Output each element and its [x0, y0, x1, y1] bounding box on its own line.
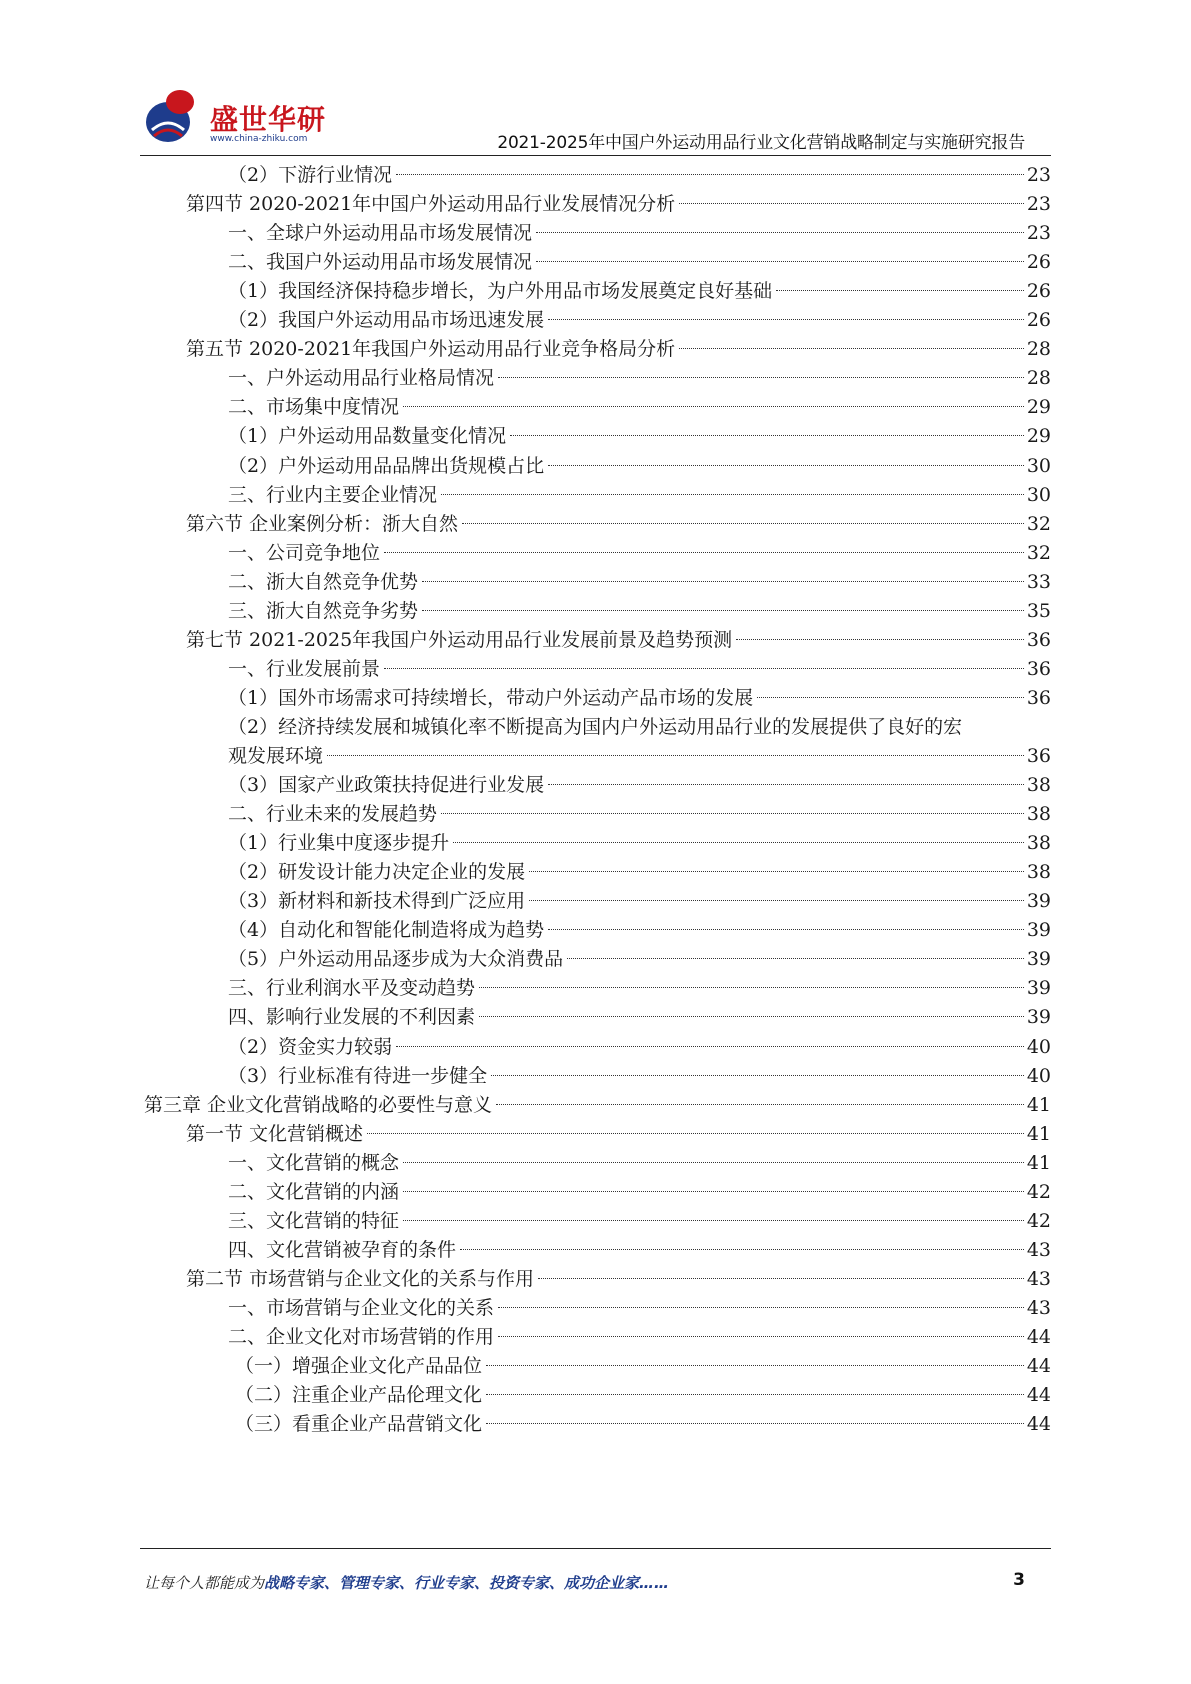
- toc-dot-leader: [498, 1335, 1024, 1337]
- toc-row[interactable]: [0, 712, 1191, 743]
- toc-dot-leader: [529, 899, 1024, 901]
- toc-entry-page: 41: [1026, 1093, 1051, 1116]
- toc-entry-title: （一）增强企业文化产品品位: [235, 1355, 483, 1378]
- toc-entry-title: 一、市场营销与企业文化的关系: [228, 1296, 495, 1319]
- toc-entry-page: 36: [1026, 657, 1051, 680]
- toc-dot-leader: [538, 1277, 1024, 1279]
- toc-entry-title: 四、文化营销被孕育的条件: [228, 1238, 457, 1261]
- toc-entry-title: 第七节 2021-2025年我国户外运动用品行业发展前景及趋势预测: [186, 628, 733, 651]
- toc-entry-title: 三、浙大自然竞争劣势: [228, 599, 419, 622]
- toc-entry-page: 33: [1026, 570, 1051, 593]
- toc-entry-page: 30: [1026, 483, 1051, 506]
- toc-dot-leader: [460, 1248, 1024, 1250]
- toc-entry-page: 43: [1026, 1267, 1051, 1290]
- toc-row[interactable]: [0, 915, 1191, 946]
- toc-row[interactable]: [0, 683, 1191, 714]
- toc-entry-page: 29: [1026, 396, 1051, 419]
- toc-row[interactable]: [0, 1409, 1191, 1440]
- toc-row[interactable]: [0, 654, 1191, 685]
- toc-dot-leader: [679, 347, 1024, 349]
- toc-entry-title: （1）行业集中度逐步提升: [228, 832, 450, 855]
- toc-entry-page: 44: [1026, 1326, 1051, 1348]
- toc-entry-title: 一、行业发展前景: [228, 657, 381, 680]
- toc-dot-leader: [548, 783, 1024, 785]
- toc-entry-title: 三、文化营销的特征: [228, 1209, 400, 1232]
- toc-row[interactable]: [0, 1061, 1191, 1092]
- toc-dot-leader: [367, 1132, 1024, 1134]
- toc-entry-page: 38: [1026, 774, 1051, 797]
- toc-entry-title: 二、我国户外运动用品市场发展情况: [228, 251, 533, 274]
- toc-dot-leader: [529, 870, 1024, 872]
- toc-entry-title: （2）下游行业情况: [228, 164, 393, 186]
- toc-dot-leader: [496, 1103, 1024, 1105]
- toc-dot-leader: [403, 1219, 1024, 1221]
- toc-entry-title: （2）经济持续发展和城镇化率不断提高为国内户外运动用品行业的发展提供了良好的宏: [228, 715, 963, 738]
- toc-dot-leader: [396, 1045, 1024, 1047]
- toc-entry-page: 26: [1026, 309, 1051, 332]
- toc-entry-page: 28: [1026, 338, 1051, 361]
- toc-dot-leader: [486, 1364, 1024, 1366]
- toc-dot-leader: [498, 376, 1024, 378]
- toc-entry-title: （二）注重企业产品伦理文化: [235, 1384, 483, 1407]
- toc-entry-page: 42: [1026, 1209, 1051, 1232]
- toc-row[interactable]: [0, 509, 1191, 540]
- toc-row[interactable]: [0, 1032, 1191, 1063]
- footer-slogan-prefix: 让每个人都能成为: [144, 1574, 265, 1592]
- toc-entry-page: 42: [1026, 1180, 1051, 1203]
- toc-dot-leader: [479, 986, 1024, 988]
- toc-row[interactable]: [0, 1380, 1191, 1411]
- toc-dot-leader: [422, 580, 1024, 582]
- toc-dot-leader: [327, 754, 1024, 756]
- toc-entry-page: 41: [1026, 1122, 1051, 1145]
- toc-row[interactable]: [0, 160, 1191, 191]
- toc-entry-title: 第六节 企业案例分析：浙大自然: [186, 512, 459, 535]
- footer-slogan-highlight: 战略专家、管理专家、行业专家、投资专家、成功企业家……: [264, 1574, 670, 1592]
- toc-row[interactable]: [0, 770, 1191, 801]
- toc-dot-leader: [510, 434, 1024, 436]
- toc-row[interactable]: [0, 480, 1191, 511]
- toc-dot-leader: [441, 493, 1024, 495]
- toc-entry-title: 二、浙大自然竞争优势: [228, 570, 419, 593]
- header-divider: [140, 155, 1051, 156]
- brand-url: www.china-zhiku.com: [210, 134, 308, 144]
- toc-entry-title: 第五节 2020-2021年我国户外运动用品行业竞争格局分析: [186, 338, 676, 361]
- toc-entry-page: 38: [1026, 803, 1051, 826]
- toc-row[interactable]: [0, 567, 1191, 598]
- toc-entry-page: 36: [1026, 628, 1051, 651]
- brand-name: 盛世华研: [210, 103, 327, 136]
- toc-entry-page: 39: [1026, 948, 1051, 971]
- toc-dot-leader: [403, 1161, 1024, 1163]
- toc-entry-page: 40: [1026, 1035, 1051, 1058]
- toc-dot-leader: [491, 1074, 1024, 1076]
- toc-entry-page: 44: [1026, 1355, 1051, 1378]
- toc-entry-title: 第二节 市场营销与企业文化的关系与作用: [186, 1267, 535, 1290]
- toc-row[interactable]: [0, 596, 1191, 627]
- toc-entry-title: （2）我国户外运动用品市场迅速发展: [228, 309, 545, 332]
- toc-entry-title: 二、市场集中度情况: [228, 396, 400, 419]
- toc-entry-page: 38: [1026, 861, 1051, 884]
- toc-dot-leader: [403, 1190, 1024, 1192]
- toc-entry-page: 29: [1026, 425, 1051, 448]
- toc-entry-title: 观发展环境: [228, 745, 324, 767]
- toc-entry-page: 39: [1026, 919, 1051, 942]
- toc-dot-leader: [536, 260, 1024, 262]
- toc-entry-title: （1）户外运动用品数量变化情况: [228, 425, 507, 448]
- page-number: 3: [1013, 1570, 1025, 1590]
- toc-row[interactable]: [0, 973, 1191, 1004]
- toc-row[interactable]: [0, 1206, 1191, 1237]
- toc-row[interactable]: [0, 363, 1191, 394]
- toc-dot-leader: [384, 667, 1024, 669]
- toc-row[interactable]: [0, 247, 1191, 278]
- toc-row[interactable]: [0, 1293, 1191, 1324]
- toc-entry-title: （三）看重企业产品营销文化: [235, 1413, 483, 1436]
- toc-row[interactable]: [0, 538, 1191, 569]
- toc-entry-title: 四、影响行业发展的不利因素: [228, 1006, 476, 1029]
- toc-entry-page: 26: [1026, 280, 1051, 303]
- toc-entry-title: （1）国外市场需求可持续增长，带动户外运动产品市场的发展: [228, 686, 754, 709]
- footer-slogan: [144, 1572, 669, 1593]
- toc-dot-leader: [486, 1393, 1024, 1395]
- toc-dot-leader: [536, 231, 1024, 233]
- toc-entry-title: 三、行业内主要企业情况: [228, 483, 438, 506]
- toc-row[interactable]: [0, 218, 1191, 249]
- toc-entry-page: 30: [1026, 454, 1051, 477]
- toc-row[interactable]: [0, 741, 1191, 772]
- toc-dot-leader: [548, 928, 1024, 930]
- toc-row[interactable]: [0, 1264, 1191, 1295]
- footer-divider: [140, 1548, 1051, 1549]
- toc-entry-title: （1）我国经济保持稳步增长，为户外用品市场发展奠定良好基础: [228, 280, 773, 303]
- toc-row[interactable]: [0, 1148, 1191, 1179]
- toc-entry-page: 32: [1026, 512, 1051, 535]
- toc-dot-leader: [453, 841, 1024, 843]
- toc-dot-leader: [567, 957, 1024, 959]
- toc-entry-title: 二、文化营销的内涵: [228, 1180, 400, 1203]
- toc-entry-title: 第一节 文化营销概述: [186, 1122, 364, 1145]
- toc-dot-leader: [757, 696, 1024, 698]
- toc-entry-page: 26: [1026, 251, 1051, 274]
- toc-row[interactable]: [0, 1002, 1191, 1033]
- toc-entry-title: （5）户外运动用品逐步成为大众消费品: [228, 948, 564, 971]
- toc-entry-title: 三、行业利润水平及变动趋势: [228, 977, 476, 1000]
- toc-entry-title: 一、公司竞争地位: [228, 541, 381, 564]
- toc-entry-title: （4）自动化和智能化制造将成为趋势: [228, 919, 545, 942]
- toc-entry-page: 44: [1026, 1413, 1051, 1436]
- toc-dot-leader: [462, 522, 1024, 524]
- toc-entry-title: （3）国家产业政策扶持促进行业发展: [228, 774, 545, 797]
- toc-dot-leader: [498, 1306, 1024, 1308]
- toc-row[interactable]: [0, 1322, 1191, 1353]
- report-title: 2021-2025年中国户外运动用品行业文化营销战略制定与实施研究报告: [497, 133, 1025, 153]
- toc-entry-title: （2）户外运动用品品牌出货规模占比: [228, 454, 545, 477]
- toc-row[interactable]: [0, 886, 1191, 917]
- toc-entry-page: 43: [1026, 1238, 1051, 1261]
- toc-entry-title: 一、文化营销的概念: [228, 1151, 400, 1174]
- toc-entry-title: 二、行业未来的发展趋势: [228, 803, 438, 826]
- toc-dot-leader: [736, 638, 1024, 640]
- toc-row[interactable]: [0, 1351, 1191, 1382]
- toc-dot-leader: [548, 464, 1024, 466]
- toc-row[interactable]: [0, 1235, 1191, 1266]
- toc-entry-page: 39: [1026, 977, 1051, 1000]
- toc-entry-title: 第三章 企业文化营销战略的必要性与意义: [144, 1093, 493, 1116]
- toc-row[interactable]: [0, 828, 1191, 859]
- toc-entry-page: 41: [1026, 1151, 1051, 1174]
- toc-entry-page: 23: [1026, 164, 1051, 186]
- toc-dot-leader: [441, 812, 1024, 814]
- toc-entry-title: 一、户外运动用品行业格局情况: [228, 367, 495, 390]
- toc-row[interactable]: [0, 857, 1191, 888]
- toc-dot-leader: [422, 609, 1024, 611]
- toc-entry-page: 36: [1026, 686, 1051, 709]
- toc-entry-page: 36: [1026, 745, 1051, 767]
- toc-dot-leader: [486, 1422, 1024, 1424]
- toc-row[interactable]: [0, 392, 1191, 423]
- toc-entry-page: 32: [1026, 541, 1051, 564]
- toc-dot-leader: [548, 318, 1024, 320]
- toc-entry-page: 38: [1026, 832, 1051, 855]
- toc-row[interactable]: [0, 625, 1191, 656]
- toc-row[interactable]: [0, 305, 1191, 336]
- toc-entry-title: 一、全球户外运动用品市场发展情况: [228, 222, 533, 245]
- toc-entry-page: 39: [1026, 890, 1051, 913]
- toc-row[interactable]: [0, 276, 1191, 307]
- toc-entry-title: 二、企业文化对市场营销的作用: [228, 1326, 495, 1348]
- toc-dot-leader: [679, 202, 1024, 204]
- toc-dot-leader: [384, 551, 1024, 553]
- toc-entry-page: 43: [1026, 1296, 1051, 1319]
- toc-row[interactable]: [0, 1119, 1191, 1150]
- toc-entry-page: 39: [1026, 1006, 1051, 1029]
- toc-entry-page: 23: [1026, 222, 1051, 245]
- toc-dot-leader: [403, 405, 1024, 407]
- toc-row[interactable]: [0, 799, 1191, 830]
- toc-dot-leader: [479, 1015, 1024, 1017]
- toc-entry-title: （2）研发设计能力决定企业的发展: [228, 861, 526, 884]
- toc-entry-page: 23: [1026, 193, 1051, 216]
- toc-entry-page: 35: [1026, 599, 1051, 622]
- toc-row[interactable]: [0, 421, 1191, 452]
- toc-entry-page: 40: [1026, 1064, 1051, 1087]
- toc-row[interactable]: [0, 1177, 1191, 1208]
- toc-row[interactable]: [0, 1090, 1191, 1121]
- toc-row[interactable]: [0, 334, 1191, 365]
- toc-dot-leader: [776, 289, 1024, 291]
- toc-entry-page: 28: [1026, 367, 1051, 390]
- toc-entry-title: （2）资金实力较弱: [228, 1035, 393, 1058]
- toc-row[interactable]: [0, 944, 1191, 975]
- toc-entry-title: 第四节 2020-2021年中国户外运动用品行业发展情况分析: [186, 193, 676, 216]
- toc-entry-title: （3）新材料和新技术得到广泛应用: [228, 890, 526, 913]
- toc-entry-title: （3）行业标准有待进一步健全: [228, 1064, 488, 1087]
- toc-row[interactable]: [0, 189, 1191, 220]
- toc-entry-page: 44: [1026, 1384, 1051, 1407]
- toc-dot-leader: [396, 173, 1024, 175]
- toc-row[interactable]: [0, 451, 1191, 482]
